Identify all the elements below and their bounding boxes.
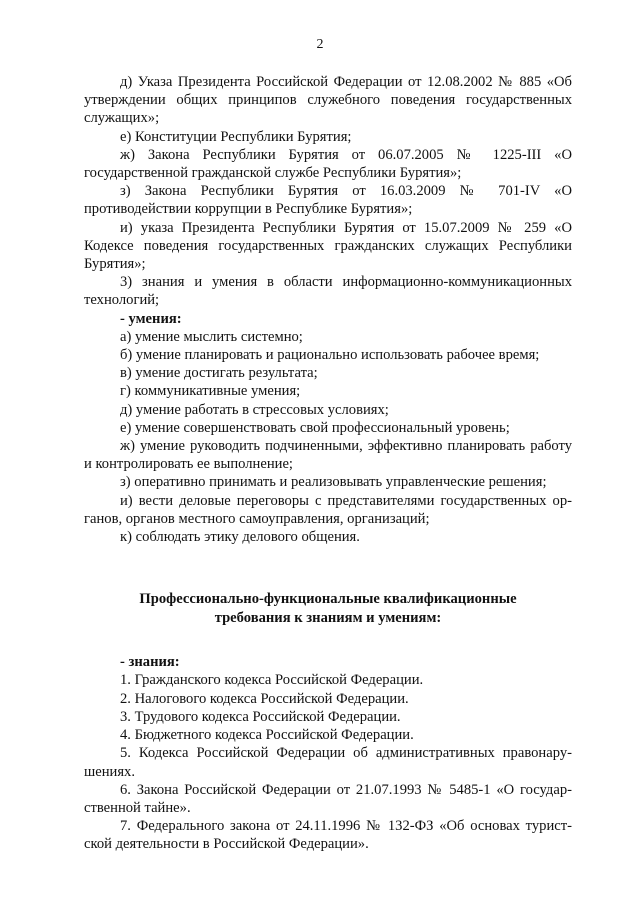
skill-item: а) умение мыслить системно;	[120, 328, 303, 345]
knowledge-item: 4. Бюджетного кодекса Российской Федерации.	[120, 727, 414, 744]
skill-item: в) умение достигать результата;	[120, 365, 318, 382]
spacer	[84, 627, 572, 653]
skill-item: г) коммуникативные умения;	[120, 383, 301, 400]
skill-item: ж) умение руководить подчиненными, эффективно планировать работу и контролировать ее выполнение;	[84, 438, 572, 473]
section-title-line2: требования к знаниям и умениям:	[214, 609, 442, 626]
knowledge-heading: - знания:	[120, 654, 180, 671]
knowledge-item: 7. Федерального закона от 24.11.1996 № 132-ФЗ «Об основах туристской деятельности в Российской Федерации».	[84, 818, 572, 853]
source-item-z: з) Закона Республики Бурятия от 16.03.2009 № 701-IV «О противодействии коррупции в Республике Бурятия»;	[84, 183, 572, 218]
page-number: 2	[316, 37, 324, 52]
knowledge-item: 1. Гражданского кодекса Российской Федерации.	[120, 672, 424, 689]
skill-item: з) оперативно принимать и реализовывать управленческие решения;	[120, 474, 547, 491]
knowledge-item: 6. Закона Российской Федерации от 21.07.1993 № 5485-1 «О государственной тайне».	[84, 781, 572, 816]
knowledge-item: 2. Налогового кодекса Российской Федерации.	[120, 690, 409, 707]
skill-item: д) умение работать в стрессовых условиях;	[120, 401, 389, 418]
skill-item: е) умение совершенствовать свой профессиональный уровень;	[120, 419, 510, 436]
source-item-zh: ж) Закона Республики Бурятия от 06.07.2005 № 1225-III «О государственной гражданской службе Республики Бурятия»;	[84, 146, 572, 182]
section-title-line1: Профессионально-функциональные квалификационные	[139, 591, 517, 608]
document-body	[84, 73, 572, 854]
spacer	[84, 546, 572, 590]
skill-item: и) вести деловые переговоры с представителями государственных органов, органов местного самоуправления, организаций;	[84, 492, 572, 527]
skill-item: б) умение планировать и рационально использовать рабочее время;	[120, 347, 540, 364]
skills-heading: - умения:	[120, 310, 182, 327]
knowledge-item: 5. Кодекса Российской Федерации об административных правонарушениях.	[84, 745, 572, 780]
skill-item: к) соблюдать этику делового общения.	[120, 529, 360, 546]
source-item-d: д) Указа Президента Российской Федерации от 12.08.2002 № 885 «Об утверждении общих принципов служебного поведения государственных служащих»;	[84, 74, 572, 127]
ict-knowledge-item: 3) знания и умения в области информационно-коммуникационных технологий;	[84, 274, 572, 309]
source-item-e: е) Конституции Республики Бурятия;	[120, 128, 352, 145]
source-item-i: и) указа Президента Республики Бурятия от 15.07.2009 № 259 «О Кодексе поведения государственных гражданских служащих Республики Бурятия»;	[84, 219, 572, 273]
knowledge-item: 3. Трудового кодекса Российской Федерации.	[120, 708, 401, 725]
